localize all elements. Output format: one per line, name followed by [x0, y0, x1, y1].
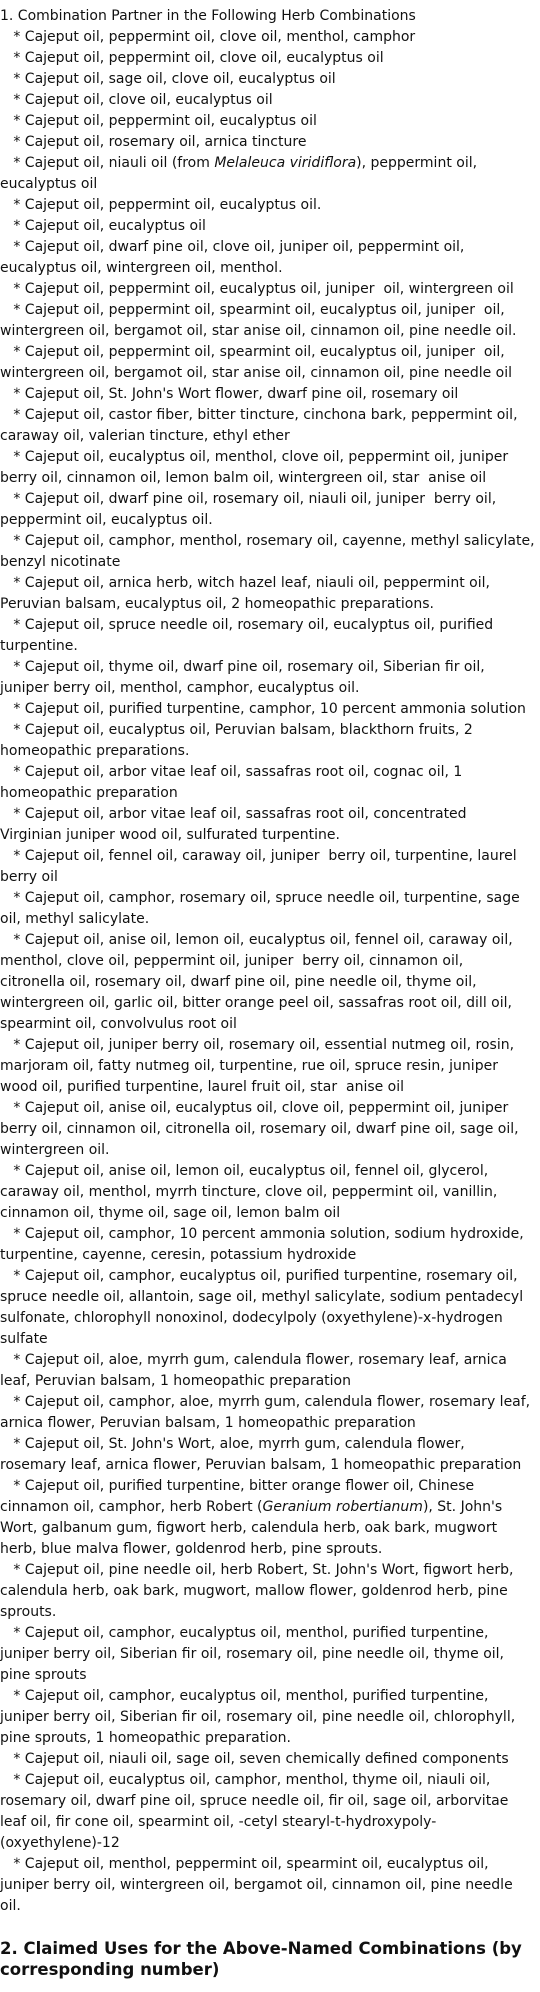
text-run: * Cajeput oil, arbor vitae leaf oil, sassafras root oil, cognac oil, 1	[0, 764, 463, 780]
list-line	[0, 321, 540, 342]
text-run: * Cajeput oil, peppermint oil, clove oil, eucalyptus oil	[0, 50, 384, 66]
text-run: leaf oil, fir cone oil, spearmint oil, -cetyl stearyl-t-hydroxypoly-	[0, 1814, 437, 1830]
text-run: * Cajeput oil, eucalyptus oil	[0, 218, 206, 234]
list-line	[0, 615, 540, 636]
list-line	[0, 1854, 540, 1875]
list-line	[0, 132, 540, 153]
text-run: menthol, clove oil, peppermint oil, juniper berry oil, cinnamon oil,	[0, 953, 464, 969]
list-line	[0, 1413, 540, 1434]
text-run: * Cajeput oil, eucalyptus oil, Peruvian balsam, blackthorn fruits, 2	[0, 722, 473, 738]
text-run: juniper berry oil, wintergreen oil, bergamot oil, cinnamon oil, pine needle	[0, 1877, 513, 1893]
list-line	[0, 405, 540, 426]
text-run: Virginian juniper wood oil, sulfurated turpentine.	[0, 827, 340, 843]
list-line	[0, 489, 540, 510]
text-run: spearmint oil, convolvulus root oil	[0, 1016, 237, 1032]
list-line	[0, 468, 540, 489]
text-run: * Cajeput oil, castor fiber, bitter tincture, cinchona bark, peppermint oil,	[0, 407, 518, 423]
text-run: * Cajeput oil, St. John's Wort flower, dwarf pine oil, rosemary oil	[0, 386, 459, 402]
text-run: sulfonate, chlorophyll nonoxinol, dodecylpoly (oxyethylene)-x-hydrogen	[0, 1310, 503, 1326]
list-line	[0, 783, 540, 804]
list-line	[0, 741, 540, 762]
section-1-heading	[0, 6, 540, 27]
text-run: * Cajeput oil, peppermint oil, eucalyptus oil, juniper oil, wintergreen oil	[0, 281, 514, 297]
section-2-heading-line-1: 2. Claimed Uses for the Above-Named Combinations (by	[0, 1939, 522, 1958]
text-run: arnica flower, Peruvian balsam, 1 homeopathic preparation	[0, 1415, 416, 1431]
text-run: * Cajeput oil, eucalyptus oil, menthol, clove oil, peppermint oil, juniper	[0, 449, 509, 465]
list-line	[0, 1497, 540, 1518]
list-line	[0, 1119, 540, 1140]
list-line	[0, 174, 540, 195]
list-line	[0, 552, 540, 573]
list-line	[0, 1077, 540, 1098]
text-run: spruce needle oil, allantoin, sage oil, methyl salicylate, sodium pentadecyl	[0, 1289, 524, 1305]
text-run: wintergreen oil, garlic oil, bitter orange peel oil, sassafras root oil, dill oil,	[0, 995, 512, 1011]
list-line	[0, 1056, 540, 1077]
list-line	[0, 1224, 540, 1245]
text-run: * Cajeput oil, rosemary oil, arnica tincture	[0, 134, 307, 150]
text-run: Wort, galbanum gum, figwort herb, calendula herb, oak bark, mugwort	[0, 1520, 498, 1536]
list-line	[0, 1707, 540, 1728]
text-run: ), St. John's	[422, 1499, 503, 1515]
text-run: wintergreen oil, bergamot oil, star anise oil, cinnamon oil, pine needle oil.	[0, 323, 517, 339]
list-line	[0, 993, 540, 1014]
list-line	[0, 1455, 540, 1476]
text-run: * Cajeput oil, peppermint oil, clove oil, menthol, camphor	[0, 29, 416, 45]
list-line	[0, 48, 540, 69]
list-line	[0, 1602, 540, 1623]
list-line	[0, 1308, 540, 1329]
list-line	[0, 720, 540, 741]
text-run: oil.	[0, 1898, 21, 1914]
list-line	[0, 1434, 540, 1455]
list-line	[0, 1329, 540, 1350]
list-line	[0, 1581, 540, 1602]
combination-list	[0, 6, 540, 1917]
text-run: * Cajeput oil, camphor, aloe, myrrh gum, calendula flower, rosemary leaf,	[0, 1394, 531, 1410]
text-run: * Cajeput oil, camphor, eucalyptus oil, menthol, purified turpentine,	[0, 1625, 489, 1641]
list-line	[0, 1812, 540, 1833]
list-line	[0, 636, 540, 657]
text-run: * Cajeput oil, dwarf pine oil, rosemary oil, niauli oil, juniper berry oil,	[0, 491, 497, 507]
list-line	[0, 237, 540, 258]
list-line	[0, 972, 540, 993]
text-run: cinnamon oil, thyme oil, sage oil, lemon balm oil	[0, 1205, 341, 1221]
list-line	[0, 1287, 540, 1308]
list-line	[0, 1371, 540, 1392]
text-run: (oxyethylene)-12	[0, 1835, 120, 1851]
list-line	[0, 1644, 540, 1665]
text-run: * Cajeput oil, purified turpentine, bitter orange flower oil, Chinese	[0, 1478, 475, 1494]
text-run: wintergreen oil, bergamot oil, star anise oil, cinnamon oil, pine needle oil	[0, 365, 513, 381]
italic-botanical-name: Melaleuca viridiflora	[214, 155, 357, 171]
list-line	[0, 111, 540, 132]
text-run: juniper berry oil, Siberian fir oil, rosemary oil, pine needle oil, chlorophyll,	[0, 1709, 516, 1725]
text-run: peppermint oil, eucalyptus oil.	[0, 512, 213, 528]
text-run: * Cajeput oil, peppermint oil, eucalyptus oil	[0, 113, 317, 129]
section-gap	[0, 1917, 540, 1938]
list-line	[0, 1686, 540, 1707]
list-line	[0, 804, 540, 825]
text-run: juniper berry oil, menthol, camphor, eucalyptus oil.	[0, 680, 360, 696]
text-run: benzyl nicotinate	[0, 554, 121, 570]
text-run: eucalyptus oil	[0, 176, 98, 192]
list-line	[0, 762, 540, 783]
list-line	[0, 1266, 540, 1287]
text-run: pine sprouts	[0, 1667, 87, 1683]
text-run: * Cajeput oil, arbor vitae leaf oil, sassafras root oil, concentrated	[0, 806, 467, 822]
list-line	[0, 1035, 540, 1056]
section-2-heading-line-2: corresponding number)	[0, 1960, 220, 1979]
text-run: citronella oil, rosemary oil, dwarf pine oil, pine needle oil, thyme oil,	[0, 974, 477, 990]
text-run: * Cajeput oil, camphor, 10 percent ammonia solution, sodium hydroxide,	[0, 1226, 524, 1242]
text-run: herb, blue malva flower, goldenrod herb, pine sprouts.	[0, 1541, 383, 1557]
list-line	[0, 1098, 540, 1119]
list-line	[0, 153, 540, 174]
list-line	[0, 384, 540, 405]
list-line	[0, 90, 540, 111]
text-run: sulfate	[0, 1331, 48, 1347]
text-run: * Cajeput oil, anise oil, lemon oil, eucalyptus oil, fennel oil, glycerol,	[0, 1163, 489, 1179]
text-run: sprouts.	[0, 1604, 57, 1620]
list-line	[0, 216, 540, 237]
text-run: turpentine.	[0, 638, 78, 654]
text-run: leaf, Peruvian balsam, 1 homeopathic preparation	[0, 1373, 351, 1389]
list-line	[0, 1140, 540, 1161]
text-run: rosemary oil, dwarf pine oil, spruce needle oil, fir oil, sage oil, arborvitae	[0, 1793, 509, 1809]
text-run: caraway oil, valerian tincture, ethyl ether	[0, 428, 290, 444]
text-run: cinnamon oil, camphor, herb Robert (	[0, 1499, 263, 1515]
text-run: * Cajeput oil, peppermint oil, spearmint oil, eucalyptus oil, juniper oil,	[0, 302, 505, 318]
list-line	[0, 69, 540, 90]
text-run: ), peppermint oil,	[356, 155, 478, 171]
text-run: * Cajeput oil, pine needle oil, herb Robert, St. John's Wort, figwort herb,	[0, 1562, 514, 1578]
list-line	[0, 1350, 540, 1371]
text-run: * Cajeput oil, St. John's Wort, aloe, myrrh gum, calendula flower,	[0, 1436, 465, 1452]
text-run: * Cajeput oil, aloe, myrrh gum, calendula flower, rosemary leaf, arnica	[0, 1352, 507, 1368]
text-run: berry oil, cinnamon oil, citronella oil, rosemary oil, dwarf pine oil, sage oil,	[0, 1121, 519, 1137]
text-run: * Cajeput oil, peppermint oil, eucalyptus oil.	[0, 197, 322, 213]
list-line	[0, 930, 540, 951]
text-run: wood oil, purified turpentine, laurel fruit oil, star anise oil	[0, 1079, 405, 1095]
text-run: * Cajeput oil, camphor, eucalyptus oil, menthol, purified turpentine,	[0, 1688, 489, 1704]
text-run: homeopathic preparation	[0, 785, 178, 801]
list-line	[0, 1245, 540, 1266]
text-run: eucalyptus oil, wintergreen oil, menthol.	[0, 260, 283, 276]
list-line	[0, 888, 540, 909]
list-line	[0, 1539, 540, 1560]
list-line	[0, 195, 540, 216]
list-line	[0, 1623, 540, 1644]
list-line	[0, 657, 540, 678]
list-line	[0, 510, 540, 531]
text-run: * Cajeput oil, menthol, peppermint oil, spearmint oil, eucalyptus oil,	[0, 1856, 489, 1872]
text-run: * Cajeput oil, niauli oil, sage oil, seven chemically defined components	[0, 1751, 509, 1767]
text-run: berry oil, cinnamon oil, lemon balm oil, wintergreen oil, star anise oil	[0, 470, 487, 486]
list-line	[0, 300, 540, 321]
list-line	[0, 678, 540, 699]
list-line	[0, 363, 540, 384]
list-line	[0, 531, 540, 552]
list-line	[0, 825, 540, 846]
list-line	[0, 1560, 540, 1581]
list-line	[0, 1833, 540, 1854]
list-line	[0, 867, 540, 888]
list-line	[0, 1182, 540, 1203]
text-run: * Cajeput oil, purified turpentine, camphor, 10 percent ammonia solution	[0, 701, 526, 717]
list-line	[0, 909, 540, 930]
text-run: wintergreen oil.	[0, 1142, 110, 1158]
list-line	[0, 426, 540, 447]
text-run: * Cajeput oil, fennel oil, caraway oil, juniper berry oil, turpentine, laurel	[0, 848, 517, 864]
list-line	[0, 279, 540, 300]
list-line	[0, 1896, 540, 1917]
list-line	[0, 1161, 540, 1182]
list-line	[0, 1203, 540, 1224]
text-run: rosemary leaf, arnica flower, Peruvian balsam, 1 homeopathic preparation	[0, 1457, 522, 1473]
list-line	[0, 1749, 540, 1770]
list-line	[0, 27, 540, 48]
list-line	[0, 342, 540, 363]
list-line	[0, 1875, 540, 1896]
list-line	[0, 951, 540, 972]
text-run: homeopathic preparations.	[0, 743, 190, 759]
text-run: * Cajeput oil, camphor, rosemary oil, spruce needle oil, turpentine, sage	[0, 890, 520, 906]
text-run: * Cajeput oil, eucalyptus oil, camphor, menthol, thyme oil, niauli oil,	[0, 1772, 491, 1788]
list-line	[0, 447, 540, 468]
list-line	[0, 1665, 540, 1686]
text-run: * Cajeput oil, camphor, eucalyptus oil, purified turpentine, rosemary oil,	[0, 1268, 518, 1284]
list-line	[0, 573, 540, 594]
list-line	[0, 1518, 540, 1539]
list-line	[0, 1770, 540, 1791]
list-line	[0, 1728, 540, 1749]
text-run: * Cajeput oil, camphor, menthol, rosemary oil, cayenne, methyl salicylate,	[0, 533, 535, 549]
text-run: * Cajeput oil, thyme oil, dwarf pine oil, rosemary oil, Siberian fir oil,	[0, 659, 485, 675]
italic-botanical-name: Geranium robertianum	[262, 1499, 423, 1515]
text-run: caraway oil, menthol, myrrh tincture, clove oil, peppermint oil, vanillin,	[0, 1184, 498, 1200]
text-run: * Cajeput oil, niauli oil (from	[0, 155, 215, 171]
list-line	[0, 699, 540, 720]
list-line	[0, 258, 540, 279]
text-run: * Cajeput oil, sage oil, clove oil, eucalyptus oil	[0, 71, 336, 87]
text-run: Peruvian balsam, eucalyptus oil, 2 homeopathic preparations.	[0, 596, 434, 612]
list-line	[0, 1791, 540, 1812]
text-run: berry oil	[0, 869, 58, 885]
text-run: 1. Combination Partner in the Following Herb Combinations	[0, 8, 416, 24]
list-line	[0, 594, 540, 615]
text-run: * Cajeput oil, anise oil, eucalyptus oil, clove oil, peppermint oil, juniper	[0, 1100, 509, 1116]
text-run: oil, methyl salicylate.	[0, 911, 150, 927]
text-run: marjoram oil, fatty nutmeg oil, turpentine, rue oil, spruce resin, juniper	[0, 1058, 498, 1074]
text-run: * Cajeput oil, clove oil, eucalyptus oil	[0, 92, 273, 108]
text-run: turpentine, cayenne, ceresin, potassium hydroxide	[0, 1247, 357, 1263]
text-run: * Cajeput oil, anise oil, lemon oil, eucalyptus oil, fennel oil, caraway oil,	[0, 932, 513, 948]
list-line	[0, 1014, 540, 1035]
text-run: * Cajeput oil, arnica herb, witch hazel leaf, niauli oil, peppermint oil,	[0, 575, 490, 591]
list-line	[0, 846, 540, 867]
list-line	[0, 1392, 540, 1413]
text-run: calendula herb, oak bark, mugwort, mallow flower, goldenrod herb, pine	[0, 1583, 508, 1599]
text-run: * Cajeput oil, dwarf pine oil, clove oil, juniper oil, peppermint oil,	[0, 239, 465, 255]
text-run: juniper berry oil, Siberian fir oil, rosemary oil, pine needle oil, thyme oil,	[0, 1646, 504, 1662]
text-run: * Cajeput oil, peppermint oil, spearmint oil, eucalyptus oil, juniper oil,	[0, 344, 505, 360]
list-line	[0, 1476, 540, 1497]
text-run: * Cajeput oil, spruce needle oil, rosemary oil, eucalyptus oil, purified	[0, 617, 494, 633]
text-run: * Cajeput oil, juniper berry oil, rosemary oil, essential nutmeg oil, rosin,	[0, 1037, 515, 1053]
text-run: pine sprouts, 1 homeopathic preparation.	[0, 1730, 291, 1746]
